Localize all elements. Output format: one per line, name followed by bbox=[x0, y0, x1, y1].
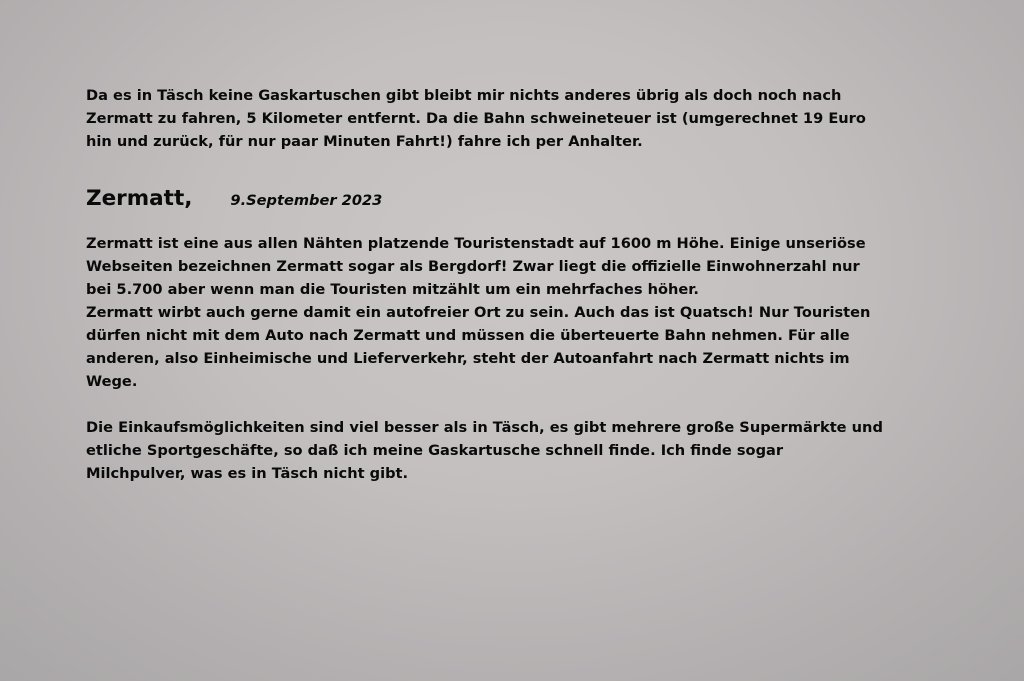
entry-date: 9.September 2023 bbox=[230, 192, 383, 209]
entry-separator: , bbox=[184, 186, 193, 211]
paragraph-car-free: Zermatt wirbt auch gerne damit ein autofreier Ort zu sein. Auch das ist Quatsch! Nur Touristen dürfen nicht mit dem Auto nach Zermatt und müssen die überteuerte Bahn nehmen. Für alle anderen, also Einheimische und Lieferverkehr, steht der Autoanfahrt nach Zermatt nichts im Wege. bbox=[86, 304, 871, 390]
entry-heading bbox=[86, 186, 886, 216]
intro-paragraph: Da es in Täsch keine Gaskartuschen gibt bleibt mir nichts anderes übrig als doch noch nach Zermatt zu fahren, 5 Kilometer entfernt. Da die Bahn schweineteuer ist (umgerechnet 19 Euro hin und zurück, für nur paar Minuten Fahrt!) fahre ich per Anhalter. bbox=[86, 87, 866, 150]
document-body bbox=[86, 84, 886, 485]
paragraph-group-1 bbox=[86, 232, 886, 393]
paragraph-group-2 bbox=[86, 416, 886, 485]
entry-place: Zermatt bbox=[86, 186, 185, 211]
paragraph-shopping: Die Einkaufsmöglichkeiten sind viel besser als in Täsch, es gibt mehrere große Supermärkte und etliche Sportgeschäfte, so daß ich meine Gaskartusche schnell finde. Ich finde sogar Milchpulver, was es in Täsch nicht gibt. bbox=[86, 419, 883, 482]
paragraph-tourist-town: Zermatt ist eine aus allen Nähten platzende Touristenstadt auf 1600 m Höhe. Einige unseriöse Webseiten bezeichnen Zermatt sogar als Bergdorf! Zwar liegt die offizielle Einwohnerzahl nur bei 5.700 aber wenn man die Touristen mitzählt um ein mehrfaches höher. bbox=[86, 235, 866, 298]
